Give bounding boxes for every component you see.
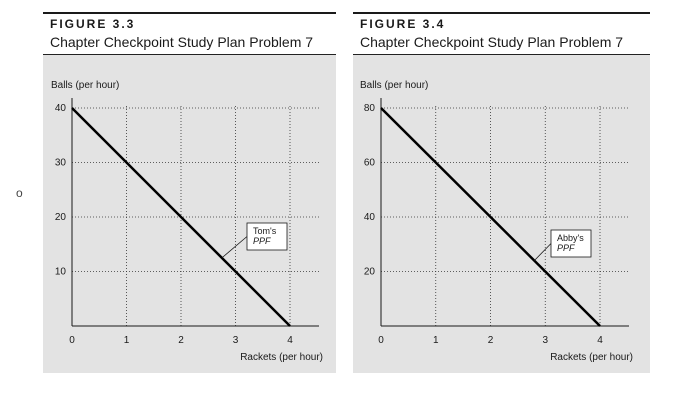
x-tick-label: 3 (542, 335, 549, 346)
y-tick-label: 40 (54, 103, 66, 114)
x-tick-label: 4 (287, 335, 293, 346)
ppf-label-leader (222, 237, 247, 258)
ppf-chart-abby (353, 55, 650, 373)
y-tick-label: 40 (363, 212, 375, 223)
ppf-label-text: Abby's (557, 233, 584, 243)
y-tick-label: 20 (363, 266, 375, 278)
x-tick-label: 1 (432, 335, 439, 346)
y-tick-label: 80 (363, 103, 375, 114)
x-tick-label: 0 (69, 335, 75, 346)
y-tick-label: 20 (54, 212, 66, 223)
top-rule (43, 12, 336, 14)
top-rule (353, 12, 650, 14)
ppf-label-text: Tom's (253, 226, 277, 236)
ppf-label-leader (534, 244, 551, 261)
x-tick-label: 4 (597, 335, 603, 346)
figure-label: FIGURE 3.4 (360, 17, 446, 31)
x-tick-label: 2 (178, 335, 184, 346)
x-tick-label: 2 (487, 335, 494, 346)
y-tick-label: 30 (54, 157, 66, 169)
ppf-line (72, 108, 290, 326)
ppf-chart-tom (43, 55, 336, 373)
x-tick-label: 3 (232, 335, 239, 346)
y-axis-label: Balls (per hour) (51, 80, 120, 91)
y-axis-label: Balls (per hour) (360, 80, 429, 91)
figure-panel-3-3 (43, 12, 336, 373)
figure-label: FIGURE 3.3 (50, 17, 136, 31)
ppf-label-text: PPF (253, 236, 271, 246)
figure-subtitle: Chapter Checkpoint Study Plan Problem 7 (360, 34, 624, 50)
ppf-label-text: PPF (557, 243, 575, 253)
figure-panel-3-4 (353, 12, 650, 373)
figure-subtitle: Chapter Checkpoint Study Plan Problem 7 (50, 34, 314, 50)
x-tick-label: 0 (378, 335, 384, 346)
list-bullet: o (16, 186, 23, 200)
y-tick-label: 60 (363, 157, 375, 169)
x-tick-label: 1 (123, 335, 130, 346)
x-axis-label: Rackets (per hour) (240, 352, 323, 363)
x-axis-label: Rackets (per hour) (550, 352, 633, 363)
y-tick-label: 10 (54, 266, 66, 278)
